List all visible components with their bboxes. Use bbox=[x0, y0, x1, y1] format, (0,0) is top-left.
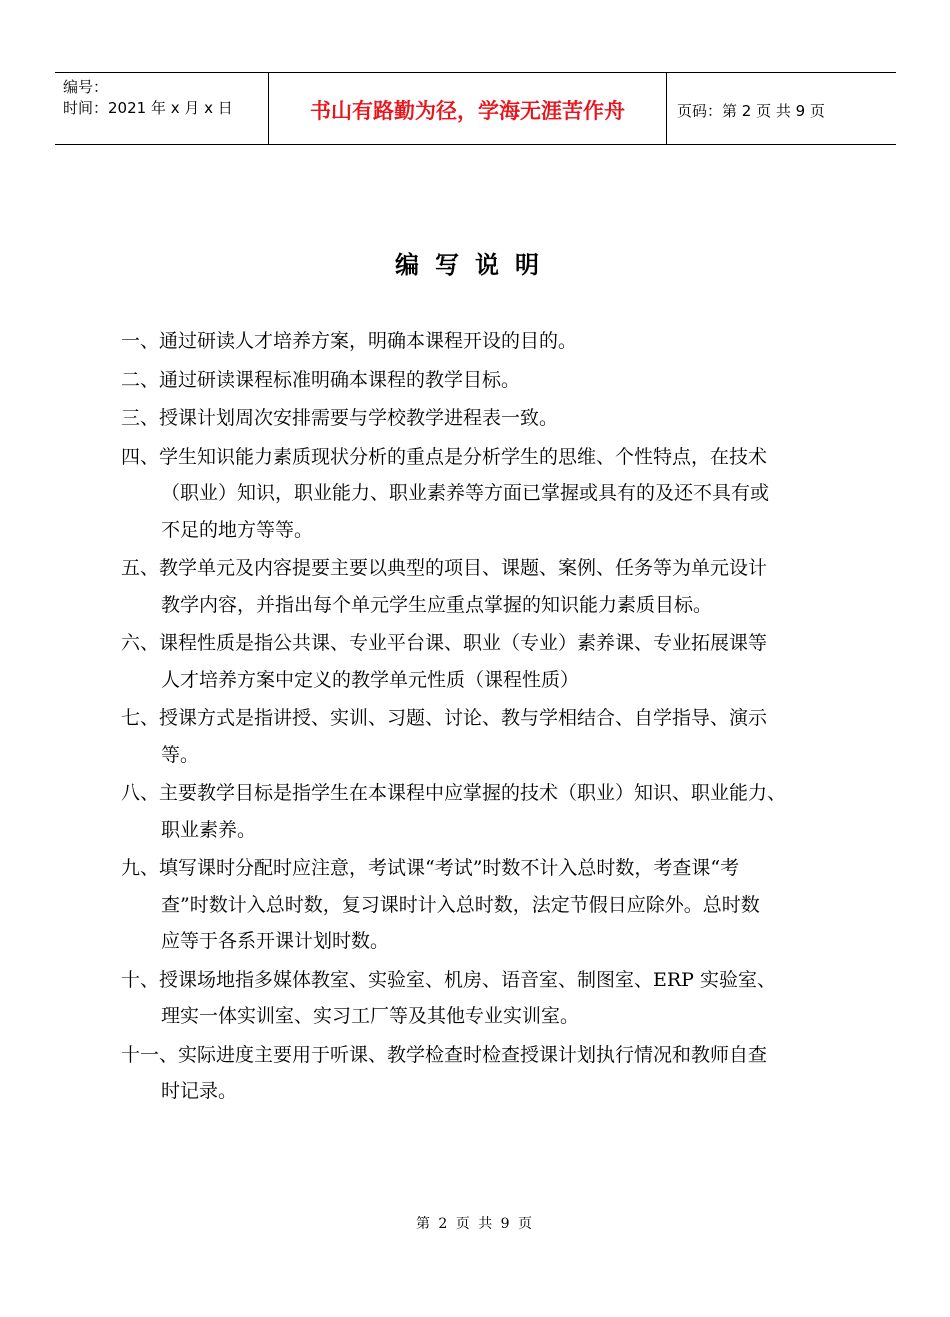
instruction-item bbox=[121, 362, 843, 399]
header-meta bbox=[63, 77, 233, 119]
instruction-item bbox=[121, 1037, 843, 1110]
instruction-line: 理实一体实训室、实习工厂等及其他专业实训室。 bbox=[161, 1005, 580, 1027]
instruction-line: 教学内容，并指出每个单元学生应重点掌握的知识能力素质目标。 bbox=[161, 593, 713, 616]
instruction-list bbox=[121, 323, 843, 1112]
instruction-line: 查”时数计入总时数，复习课时计入总时数，法定节假日应除外。总时数 bbox=[161, 893, 760, 916]
instruction-line: 十、授课场地指多媒体教室、实验室、机房、语音室、制图室、ERP 实验室、 bbox=[121, 968, 777, 991]
page-footer: 第 2 页 共 9 页 bbox=[415, 1216, 535, 1232]
instruction-line: 人才培养方案中定义的教学单元性质（课程性质） bbox=[161, 668, 580, 691]
instruction-line: 二、通过研读课程标准明确本课程的教学目标。 bbox=[121, 368, 521, 391]
instruction-item bbox=[121, 400, 843, 437]
instruction-line: 六、课程性质是指公共课、专业平台课、职业（专业）素养课、专业拓展课等 bbox=[121, 632, 768, 654]
instruction-item bbox=[121, 439, 843, 549]
page-header bbox=[55, 72, 896, 145]
instruction-line: 五、教学单元及内容提要主要以典型的项目、课题、案例、任务等为单元设计 bbox=[121, 557, 768, 579]
instruction-line: 四、学生知识能力素质现状分析的重点是分析学生的思维、个性特点，在技术 bbox=[121, 445, 768, 468]
instruction-line: 十一、实际进度主要用于听课、教学检查时检查授课计划执行情况和教师自查 bbox=[121, 1043, 768, 1066]
instruction-line: （职业）知识，职业能力、职业素养等方面已掌握或具有的及还不具有或 bbox=[161, 482, 770, 504]
instruction-item bbox=[121, 323, 843, 360]
instruction-line: 一、通过研读人才培养方案，明确本课程开设的目的。 bbox=[121, 330, 578, 352]
instruction-item bbox=[121, 850, 843, 960]
header-page-code: 页码：第 2 页 共 9 页 bbox=[677, 102, 825, 120]
header-motto: 书山有路勤为径，学海无涯苦作舟 bbox=[310, 99, 625, 123]
instruction-item bbox=[121, 625, 843, 698]
instruction-item bbox=[121, 962, 843, 1035]
instruction-line: 八、主要教学目标是指学生在本课程中应掌握的技术（职业）知识、职业能力、 bbox=[121, 782, 787, 804]
page-title: 编写说明 bbox=[395, 251, 555, 279]
instruction-line: 三、授课计划周次安排需要与学校教学进程表一致。 bbox=[121, 407, 559, 429]
instruction-line: 七、授课方式是指讲授、实训、习题、讨论、教与学相结合、自学指导、演示 bbox=[121, 707, 768, 729]
instruction-line: 等。 bbox=[161, 743, 200, 766]
instruction-line: 九、填写课时分配时应注意，考试课“考试”时数不计入总时数，考查课“考 bbox=[121, 857, 740, 879]
number-label: 编号： bbox=[63, 78, 109, 96]
instruction-line: 应等于各系开课计划时数。 bbox=[161, 930, 390, 952]
instruction-line: 时记录。 bbox=[161, 1080, 238, 1102]
time-label: 时间：2021 年 x 月 x 日 bbox=[63, 99, 233, 117]
instruction-item bbox=[121, 550, 843, 623]
header-divider bbox=[666, 73, 667, 144]
instruction-line: 不足的地方等等。 bbox=[161, 518, 314, 541]
instruction-item bbox=[121, 700, 843, 773]
instruction-item bbox=[121, 775, 843, 848]
instruction-line: 职业素养。 bbox=[161, 818, 257, 841]
